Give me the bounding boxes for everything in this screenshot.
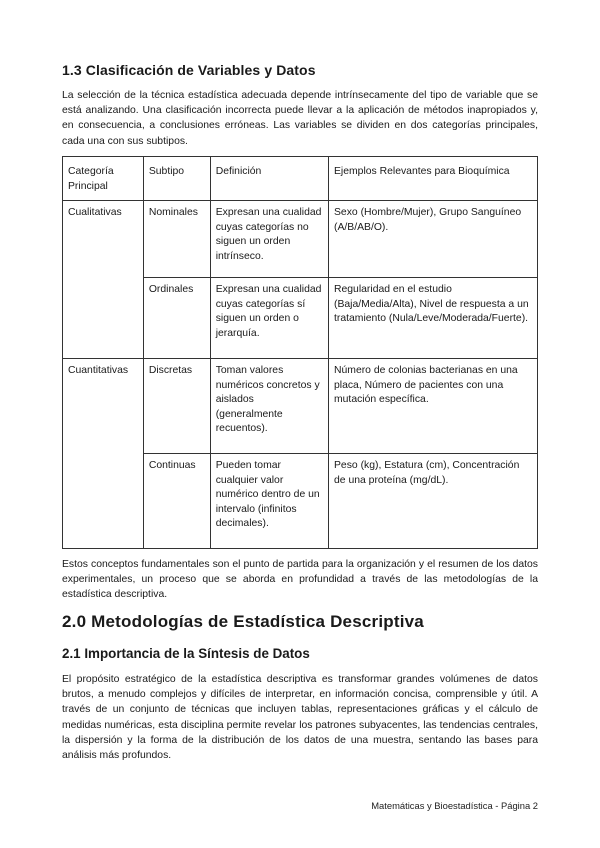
header-category: Categoría Principal [63,157,144,201]
variable-classification-table [62,156,538,549]
category-cell-empty [63,278,144,359]
section-2-1-heading: 2.1 Importancia de la Síntesis de Datos [62,646,310,661]
examples-cell: Sexo (Hombre/Mujer), Grupo Sanguíneo (A/B/AB/O). [329,201,538,278]
subtype-cell: Continuas [143,454,210,549]
definition-cell: Pueden tomar cualquier valor numérico dentro de un intervalo (infinitos decimales). [210,454,328,549]
header-examples: Ejemplos Relevantes para Bioquímica [329,157,538,201]
subtype-cell: Nominales [143,201,210,278]
table-row [63,454,538,549]
section-2-0-heading: 2.0 Metodologías de Estadística Descriptiva [62,612,424,631]
table-row [63,201,538,278]
table-row [63,359,538,454]
category-cell: Cuantitativas [63,359,144,454]
section-1-3-intro: La selección de la técnica estadística adecuada depende intrínsecamente del tipo de variable que se está analizando. Una clasificación incorrecta puede llevar a la aplicación de métodos inapropiados y, en consecuencia, a conclusiones erróneas. Las variables se dividen en dos categorías principales, cada una con sus subtipos. [62,90,538,147]
examples-cell: Número de colonias bacterianas en una placa, Número de pacientes con una mutación específica. [329,359,538,454]
section-2-1-body: El propósito estratégico de la estadística descriptiva es transformar grandes volúmenes de datos brutos, a menudo complejos y difíciles de interpretar, en información concisa, comprensible y útil. A través de un conjunto de técnicas que incluyen tablas, representaciones gráficas y el cálculo de medidas numéricas, esta disciplina permite revelar los patrones subyacentes, las tendencias centrales, la dispersión y la forma de la distribución de los datos de una muestra, sentando las bases para análisis más profundos. [62,674,538,762]
table-header-row [63,157,538,201]
definition-cell: Expresan una cualidad cuyas categorías sí siguen un orden o jerarquía. [210,278,328,359]
definition-cell: Expresan una cualidad cuyas categorías no siguen un orden intrínseco. [210,201,328,278]
page-footer: Matemáticas y Bioestadística - Página 2 [371,800,538,811]
subtype-cell: Ordinales [143,278,210,359]
header-definition: Definición [210,157,328,201]
examples-cell: Peso (kg), Estatura (cm), Concentración de una proteína (mg/dL). [329,454,538,549]
section-1-3-closing: Estos conceptos fundamentales son el punto de partida para la organización y el resumen de los datos experimentales, un proceso que se aborda en profundidad a través de las metodologías de la estadística descriptiva. [62,559,538,601]
section-1-3-heading: 1.3 Clasificación de Variables y Datos [62,62,316,78]
category-cell-empty [63,454,144,549]
header-subtype: Subtipo [143,157,210,201]
examples-cell: Regularidad en el estudio (Baja/Media/Alta), Nivel de respuesta a un tratamiento (Nula/Leve/Moderada/Fuerte). [329,278,538,359]
definition-cell: Toman valores numéricos concretos y aislados (generalmente recuentos). [210,359,328,454]
table-row [63,278,538,359]
category-cell: Cualitativas [63,201,144,278]
subtype-cell: Discretas [143,359,210,454]
